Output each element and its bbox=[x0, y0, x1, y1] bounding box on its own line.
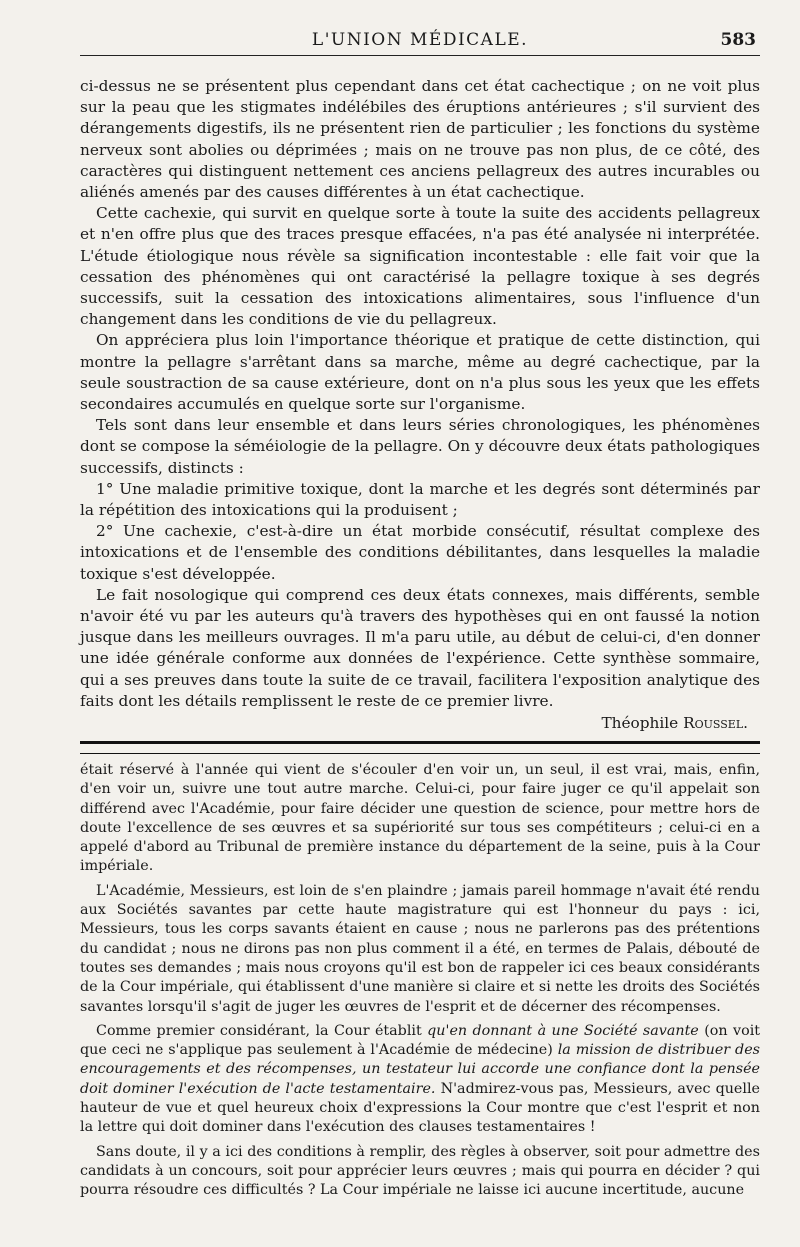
feuilleton-separator bbox=[80, 741, 760, 754]
running-head bbox=[80, 27, 760, 56]
feuilleton-paragraph: était réservé à l'année qui vient de s'écouler d'en voir un, un seul, il est vrai, mais, enfin, d'en voir un, suivre une tout autre marche. Celui-ci, pour faire juger ce qu'il appelait son différend avec l'Académie, pour faire décider une question de science, pour mettre hors de doute l'excellence de ses œuvres et sa supériorité sur tous ses compétiteurs ; celui-ci en a appelé d'abord au Tribunal de première instance du département de la seine, puis à la Cour impériale. bbox=[80, 762, 760, 875]
article-paragraph: On appréciera plus loin l'importance théorique et pratique de cette distinction, qui montre la pellagre s'arrêtant dans sa marche, même au degré cachectique, par la seule soustraction de sa cause extérieure, dont on n'a plus sous les yeux que les effets secondaires accumulés en quelque sorte sur l'organisme. bbox=[80, 331, 760, 414]
article-paragraph: ci-dessus ne se présentent plus cependant dans cet état cachectique ; on ne voit plus sur la peau que les stigmates indélébiles des éruptions antérieures ; s'il survient des dérangements digestifs, ils ne présentent rien de particulier ; les fonctions du système nerveux sont abolies ou déprimées ; mais on ne trouve pas non plus, de ce côté, des caractères qui distinguent nettement ces anciens pellagreux des autres incurables ou aliénés amenés par des causes différentes à un état cachectique. bbox=[80, 77, 760, 202]
feuilleton-text: N'admirez-vous pas, Messieurs, avec quelle hauteur de vue et quel heureux choix d'expressions la Cour montre que c'est l'esprit et non la lettre qui doit dominer dans l'exécution des clauses testamentaires ! bbox=[80, 1080, 760, 1136]
feuilleton-quote: la mission de distribuer des encouragements et des récompenses, un testateur lui accorde une confiance dont la pensée doit dominer l'exécution de l'acte testamentaire. bbox=[80, 1042, 760, 1097]
page-number: 583 bbox=[720, 30, 756, 50]
article-paragraph: Tels sont dans leur ensemble et dans leurs séries chronologiques, les phénomènes dont se compose la séméiologie de la pellagre. On y découvre deux états pathologiques successifs, distincts : bbox=[80, 416, 760, 477]
feuilleton-paragraph bbox=[80, 1022, 760, 1138]
author-signature bbox=[80, 713, 760, 734]
article-paragraph: Cette cachexie, qui survit en quelque sorte à toute la suite des accidents pellagreux et n'en offre plus que des traces presque effacées, n'a pas été analysée ni interprétée. L'étude étiologique nous révèle sa signification incontestable : elle fait voir que la cessation des phénomènes qui ont caractérisé la pellagre toxique à ses degrés successifs, suit la cessation des intoxications alimentaires, sous l'influence d'un changement dans les conditions de vie du pellagreux. bbox=[80, 204, 760, 329]
article-list-item: 1° Une maladie primitive toxique, dont la marche et les degrés sont déterminés par la répétition des intoxications qui la produisent ; bbox=[80, 479, 760, 520]
feuilleton-paragraph: L'Académie, Messieurs, est loin de s'en plaindre ; jamais pareil hommage n'avait été rendu aux Sociétés savantes par cette haute magistrature qui est l'honneur du pays : ici, Messieurs, tous les corps savants étaient en cause ; nous ne parlerons pas des prétentions du candidat ; nous ne dirons pas non plus comment il a été, en termes de Palais, débouté de toutes ses demandes ; mais nous croyons qu'il est bon de rappeler ici ces beaux considérants de la Cour impériale, qui établissent d'une manière si claire et si nette les droits des Sociétés savantes lorsqu'il s'agit de juger les œuvres de l'esprit et de décerner des récompenses. bbox=[80, 882, 760, 1015]
feuilleton-text: Comme premier considérant, la Cour établit bbox=[96, 1022, 428, 1039]
article-paragraph: Le fait nosologique qui comprend ces deux états connexes, mais différents, semble n'avoir été vu par les auteurs qu'à travers des hypothèses qui en ont faussé la notion jusque dans les meilleurs ouvrages. Il m'a paru utile, au début de celui-ci, d'en donner une idée générale conforme aux données de l'expérience. Cette synthèse sommaire, qui a ses preuves dans toute la suite de ce travail, facilitera l'exposition analytique des faits dont les détails remplissent le reste de ce premier livre. bbox=[80, 585, 760, 710]
feuilleton-text: (on voit que ceci ne s'applique pas seulement à l'Académie de médecine) bbox=[80, 1022, 761, 1059]
author-first-name: Théophile bbox=[601, 714, 684, 733]
feuilleton-quote: qu'en donnant à une Société savante bbox=[427, 1022, 699, 1039]
feuilleton-body bbox=[80, 761, 760, 1206]
feuilleton-paragraph: Sans doute, il y a ici des conditions à remplir, des règles à observer, soit pour admettre des candidats à un concours, soit pour apprécier leurs œuvres ; mais qui pourra en décider ? qui pourra résoudre ces difficultés ? La Cour impériale ne laisse ici aucune incertitude, aucune bbox=[80, 1143, 760, 1199]
author-last-name: Roussel. bbox=[683, 714, 748, 733]
article-body bbox=[80, 76, 760, 734]
running-title: L'UNION MÉDICALE. bbox=[311, 30, 529, 50]
article-list-item: 2° Une cachexie, c'est-à-dire un état morbide consécutif, résultat complexe des intoxications et de l'ensemble des conditions débilitantes, dans lesquelles la maladie toxique s'est développée. bbox=[80, 522, 760, 583]
